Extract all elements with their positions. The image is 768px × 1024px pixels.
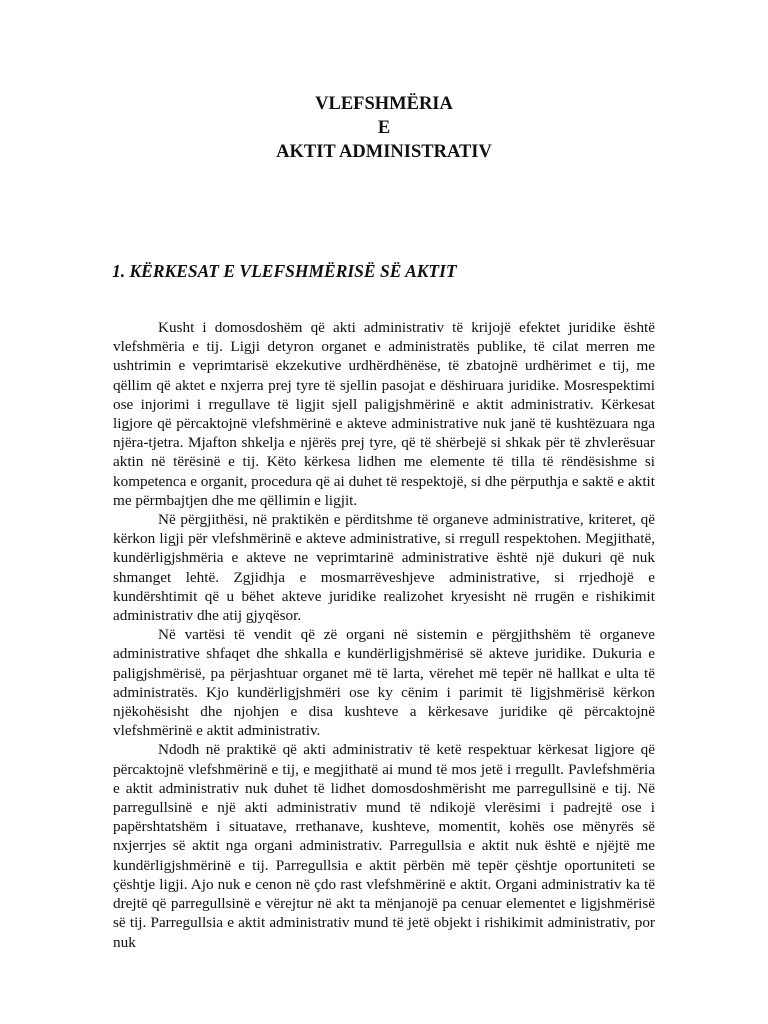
- title-line-3: AKTIT ADMINISTRATIV: [276, 142, 492, 162]
- section-heading: 1. KËRKESAT E VLEFSHMËRISË SË AKTIT: [112, 261, 457, 281]
- paragraph-3: Në vartësi të vendit që zë organi në sistemin e përgjithshëm të organeve administrative shfaqet dhe shkalla e kundërligjshmërisë së akteve juridike. Dukuria e paligjshmërisë, pa përjashtuar organet më të larta, vërehet më tepër në hallkat e ulta të administratës. Kjo kundërligjshmëri ose ky cënim i parimit të ligjshmërisë kërkon njëkohësisht dhe njohjen e disa kushteve a kërkesave juridike që përcaktojnë vlefshmërinë e aktit administrativ.: [113, 626, 655, 740]
- body-text: [113, 318, 655, 952]
- title-line-1: VLEFSHMËRIA: [315, 94, 453, 114]
- title-line-2: E: [377, 118, 391, 138]
- paragraph-1: Kusht i domosdoshëm që akti administrativ të krijojë efektet juridike është vlefshmëria e tij. Ligji detyron organet e administratës publike, të cilat merren me ushtrimin e veprimtarisë ekzekutive urdhërdhënëse, të zbatojnë urdhërimet e tij, me qëllim që aktet e nxjerra prej tyre të sjellin pasojat e dëshiruara juridike. Mosrespektimi ose injorimi i rregullave të ligjit sjell paligjshmërinë e aktit administrativ. Kërkesat ligjore që përcaktojnë vlefshmërinë e akteve administrative nuk janë të kushtëzuara nga njëra-tjetra. Mjafton shkelja e njërës prej tyre, që të shërbejë si shkak për të zhvlerësuar aktin në tërësinë e tij. Këto kërkesa lidhen me elemente të tilla të rëndësishme si kompetenca e organit, procedura që ai duhet të respektojë, si dhe përputhja e saktë e aktit me përmbajtjen dhe me qëllimin e ligjit.: [113, 319, 655, 509]
- document-title: [0, 92, 768, 164]
- paragraph-4: Ndodh në praktikë që akti administrativ të ketë respektuar kërkesat ligjore që përcaktojnë vlefshmërinë e tij, e megjithatë ai mund të mos jetë i rregullt. Pavlefshmëria e aktit administrativ nuk duhet të lidhet domosdoshmërisht me parregullsinë e tij. Në parregullsinë e një akti administrativ mund të ndikojë vlerësimi i padrejtë ose i papërshtatshëm i situatave, rrethanave, kushteve, momentit, kohës ose mënyrës së nxjerrjes së aktit nga organi administrativ. Parregullsia e aktit nuk është e njëjtë me kundërligjshmërinë e tij. Parregullsia e aktit përbën më tepër çështje oportuniteti se çështje ligji. Ajo nuk e cenon në çdo rast vlefshmërinë e aktit. Organi administrativ ka të drejtë që parregullsinë e vërejtur në akt ta mënjanojë pa cenuar elementet e ligjshmërisë së tij. Parregullsia e aktit administrativ mund të jetë objekt i rishikimit administrativ, por nuk: [113, 741, 655, 951]
- paragraph-2: Në përgjithësi, në praktikën e përditshme të organeve administrative, kriteret, që kërkon ligji për vlefshmërinë e akteve administrative, si rregull respektohen. Megjithatë, kundërligjshmëria e akteve ne veprimtarinë administrative është një dukuri që nuk shmanget lehtë. Zgjidhja e mosmarrëveshjeve administrative, si rrjedhojë e kundërshtimit që u bëhet akteve juridike realizohet kryesisht në rrugën e rishikimit administrativ dhe atij gjyqësor.: [113, 511, 655, 625]
